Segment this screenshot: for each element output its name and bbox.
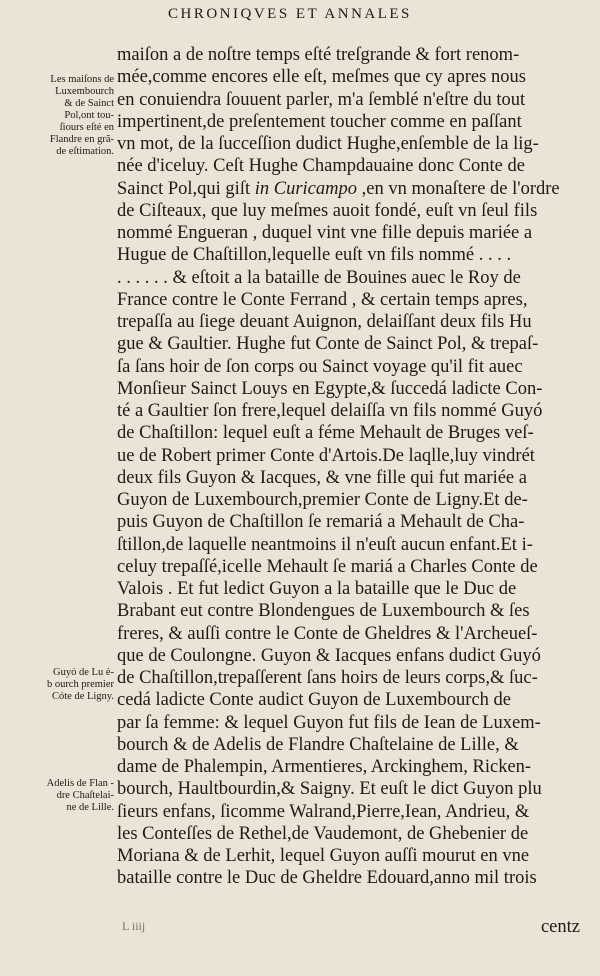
text-line: en conuiendra ſouuent parler, m'a ſemblé n'eſtre du tout bbox=[117, 89, 526, 110]
text-line: ue de Robert primer Conte d'Artois.De laqlle,luy vindrét bbox=[117, 445, 535, 466]
margin-note-line: Guyó de Lu ė- bbox=[53, 667, 114, 678]
margin-note-line: de eſtimation. bbox=[56, 146, 114, 157]
margin-note-line: Les maiſons de bbox=[50, 74, 114, 85]
text-line: de Chaſtillon,trepaſſerent ſans hoirs de leurs corps,& ſuc- bbox=[117, 668, 538, 688]
margin-note-line: ſiours eſté en bbox=[59, 122, 114, 133]
text-line: de Chaſtillon: lequel euſt a féme Mehault de Bruges veſ- bbox=[117, 423, 534, 444]
text-line: celuy trepaſſé,icelle Mehault ſe mariá a Charles Conte de bbox=[117, 556, 538, 577]
text-line: Moriana & de Lerhit, lequel Guyon auſſi mourut en vne bbox=[117, 846, 530, 866]
text-line: les Conteſſes de Rethel,de Vaudemont, de Ghebenier de bbox=[117, 823, 529, 844]
text-line: par ſa femme: & lequel Guyon fut fils de Iean de Luxem- bbox=[117, 712, 541, 733]
text-line: France contre le Conte Ferrand , & certain temps apres, bbox=[117, 289, 528, 310]
text-line: gue & Gaultier. Hughe fut Conte de Sainct Pol, & trepaſ- bbox=[117, 334, 539, 355]
text-line: mée,comme encores elle eſt, meſmes que cy apres nous bbox=[117, 67, 526, 88]
text-line: . . . . . . & eſtoit a la bataille de Bouines auec le Roy de bbox=[117, 267, 521, 288]
text-line: bataille contre le Duc de Gheldre Edouard,anno mil trois bbox=[117, 868, 537, 889]
text-line: cedá ladicte Conte audict Guyon de Luxembourch de bbox=[117, 690, 512, 711]
text-line: vn mot, de la ſucceſſion dudict Hughe,enſemble de la lig- bbox=[117, 134, 539, 154]
text-line: trepaſſa au ſiege deuant Auignon, delaiſſant deux fils Hu bbox=[117, 312, 532, 332]
text-line: Monſieur Sainct Louys en Egypte,& ſuccedá ladicte Con- bbox=[117, 378, 543, 399]
text-line: Hugue de Chaſtillon,lequelle euſt vn fils nommé . . . . bbox=[117, 245, 512, 266]
text-line: impertinent,de preſentement toucher comme en paſſant bbox=[117, 111, 522, 132]
margin-note-adelis bbox=[2, 778, 114, 814]
margin-note-line: b ourch premier bbox=[46, 679, 114, 690]
catchword: centz bbox=[540, 917, 580, 937]
margin-note-line: Pol,ont tou- bbox=[64, 110, 114, 121]
margin-note-line: dre Chaſtelai- bbox=[56, 790, 114, 801]
text-line: de Ciſteaux, que luy meſmes auoit fondé, euſt vn ſeul fils bbox=[117, 200, 538, 221]
text-line: puis Guyon de Chaſtillon ſe remariá a Mehault de Cha- bbox=[117, 512, 525, 533]
page-footer bbox=[117, 917, 582, 941]
margin-note-line: Flandre en grã- bbox=[49, 134, 114, 145]
italic-latin-phrase: in Curicampo bbox=[254, 178, 357, 199]
margin-note-guyon bbox=[2, 667, 114, 703]
text-line: née d'iceluy. Ceſt Hughe Champdauaine donc Conte de bbox=[117, 156, 525, 177]
signature-mark: L iiij bbox=[122, 919, 146, 933]
margin-note-line: Luxembourch bbox=[55, 86, 114, 97]
text-line: Guyon de Luxembourch,premier Conte de Ligny.Et de- bbox=[117, 490, 528, 510]
text-line: bourch, Haultbourdin,& Saigny. Et euſt le dict Guyon plu bbox=[117, 779, 542, 800]
text-line: dame de Phalempin, Armentieres, Arckinghem, Ricken- bbox=[117, 757, 532, 777]
margin-note-line: & de Sainct bbox=[64, 98, 114, 109]
body-text bbox=[117, 44, 582, 890]
margin-note-line: Adelis de Flan - bbox=[46, 778, 114, 789]
text-line: Brabant eut contre Blondengues de Luxembourch & ſes bbox=[117, 601, 530, 622]
text-line: bourch & de Adelis de Flandre Chaſtelaine de Lille, & bbox=[117, 734, 519, 755]
running-head: CHRONIQVES ET ANNALES bbox=[168, 6, 412, 22]
margin-note-line: ne de Lille. bbox=[66, 802, 114, 813]
margin-note-houses bbox=[2, 74, 114, 158]
text-line: Valois . Et fut ledict Guyon a la bataille que le Duc de bbox=[117, 579, 517, 599]
text-line: Sainct Pol,qui giſt in Curicampo ,en vn monaſtere de l'ordre bbox=[117, 178, 560, 199]
text-line: ſa ſans hoir de ſon corps ou Sainct voyage qu'il fit auec bbox=[117, 356, 523, 377]
text-line: nommé Engueran , duquel vint vne fille depuis mariée a bbox=[117, 223, 533, 243]
text-line: ſieurs enfans, ſicomme Walrand,Pierre,Iean, Andrieu, & bbox=[117, 801, 530, 822]
margin-note-line: Cóte de Ligny. bbox=[51, 691, 114, 702]
text-line: maiſon a de noſtre temps eſté treſgrande & fort renom- bbox=[117, 45, 520, 65]
text-line: que de Coulongne. Guyon & Iacques enfans dudict Guyó bbox=[117, 645, 541, 666]
text-line: freres, & auſſi contre le Conte de Gheldres & l'Archeueſ- bbox=[117, 623, 538, 644]
text-line: ſtillon,de laquelle neantmoins il n'euſt aucun enfant.Et i- bbox=[117, 534, 533, 555]
text-line: té a Gaultier ſon frere,lequel delaiſſa vn fils nommé Guyó bbox=[117, 401, 543, 421]
text-line: deux fils Guyon & Iacques, & vne fille qui fut mariée a bbox=[117, 467, 527, 488]
